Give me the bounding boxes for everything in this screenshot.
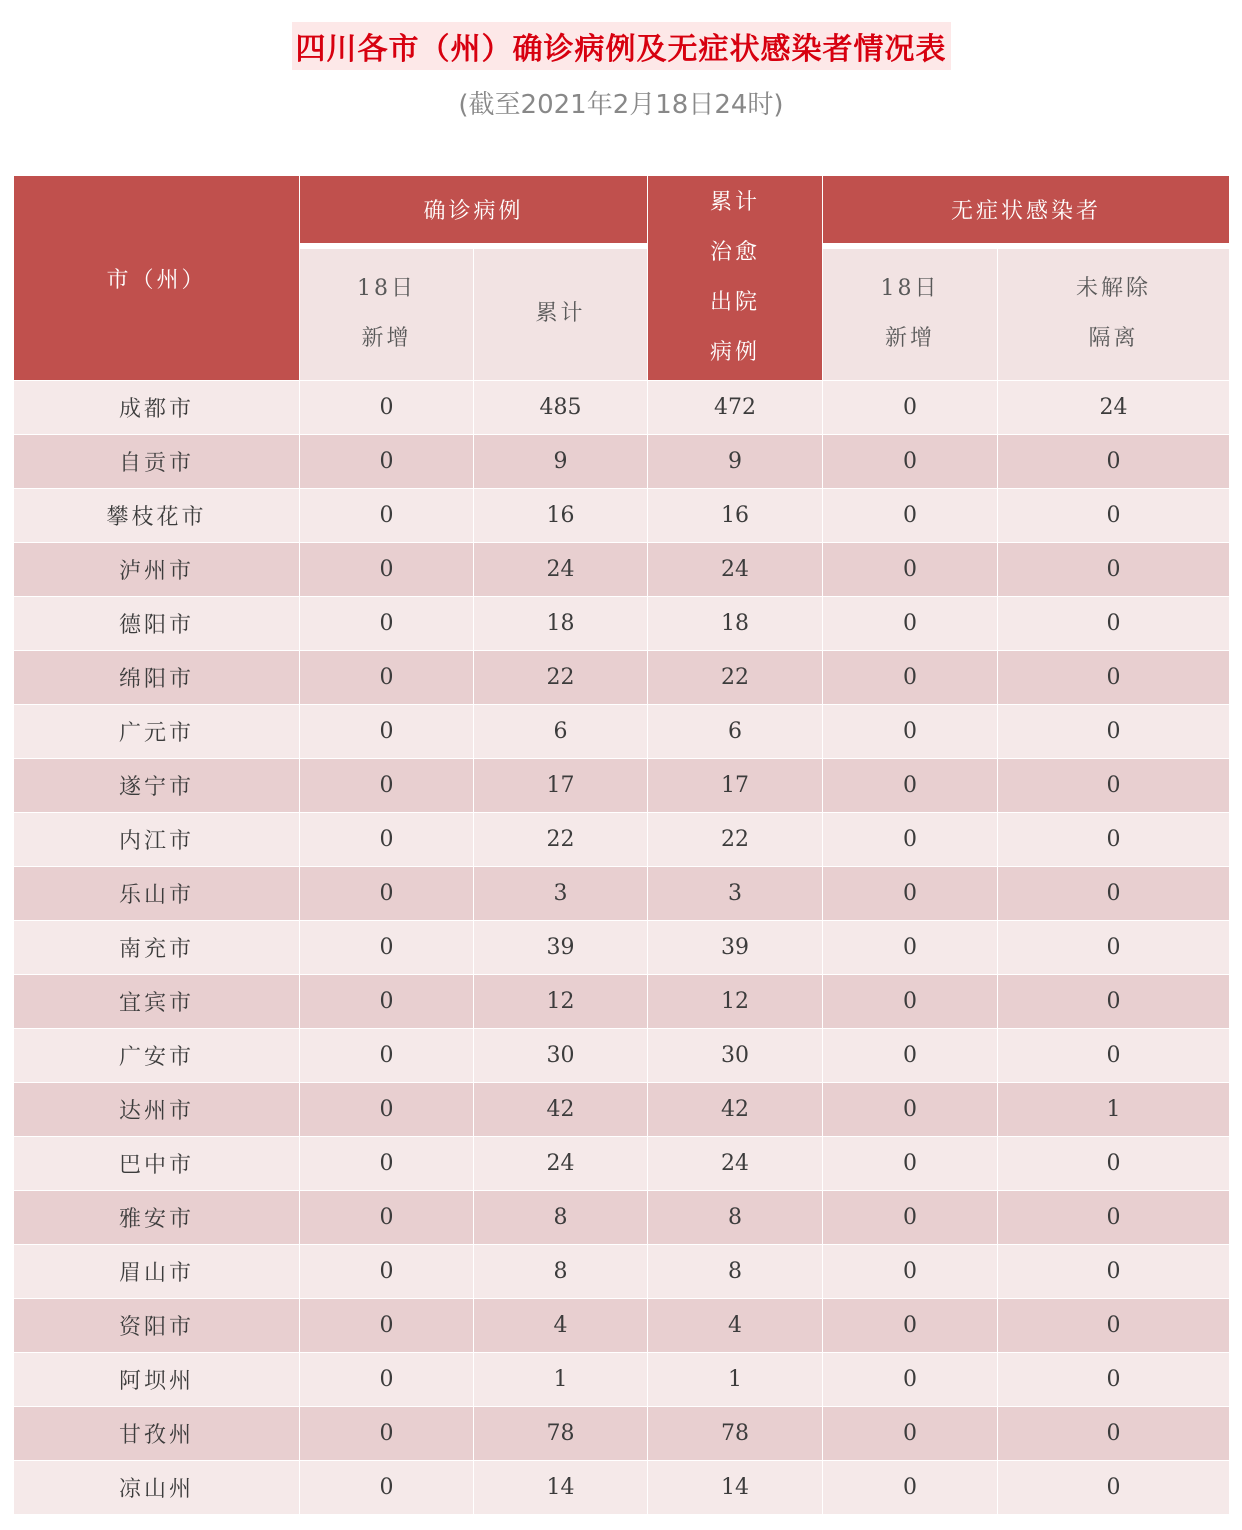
cell-confirmed-total: 78 [474,1407,648,1461]
table-row [14,975,1230,1029]
page-title [0,22,1242,70]
cell-city: 自贡市 [14,435,300,489]
cell-confirmed-total: 24 [474,1137,648,1191]
table-row [14,543,1230,597]
table-row [14,489,1230,543]
cell-recovered: 14 [648,1461,823,1515]
table-row [14,1137,1230,1191]
cell-asymptomatic-new: 0 [823,1407,998,1461]
cell-asymptomatic-new: 0 [823,381,998,435]
cell-asymptomatic-isolation: 0 [998,921,1230,975]
cell-confirmed-new: 0 [300,1191,474,1245]
cell-recovered: 22 [648,813,823,867]
table-row [14,813,1230,867]
cell-recovered: 3 [648,867,823,921]
header-recovered-line: 病例 [710,340,761,365]
header-recovered-line: 累计 [710,190,761,215]
cell-asymptomatic-new: 0 [823,1137,998,1191]
cell-confirmed-total: 4 [474,1299,648,1353]
header-recovered [648,176,823,381]
cell-city: 南充市 [14,921,300,975]
cell-confirmed-new: 0 [300,597,474,651]
cell-city: 眉山市 [14,1245,300,1299]
cell-confirmed-total: 18 [474,597,648,651]
cell-confirmed-new: 0 [300,651,474,705]
table-row [14,435,1230,489]
cell-asymptomatic-isolation: 0 [998,867,1230,921]
cell-recovered: 1 [648,1353,823,1407]
cell-recovered: 18 [648,597,823,651]
cell-city: 阿坝州 [14,1353,300,1407]
cell-confirmed-new: 0 [300,1245,474,1299]
cell-confirmed-total: 3 [474,867,648,921]
cell-asymptomatic-isolation: 0 [998,651,1230,705]
cell-asymptomatic-new: 0 [823,435,998,489]
cell-recovered: 9 [648,435,823,489]
cell-city: 攀枝花市 [14,489,300,543]
cell-recovered: 16 [648,489,823,543]
cell-asymptomatic-new: 0 [823,651,998,705]
table-row [14,1353,1230,1407]
header-asymptomatic-new [823,246,998,381]
cell-confirmed-new: 0 [300,435,474,489]
cell-city: 甘孜州 [14,1407,300,1461]
header-line: 新增 [885,326,936,352]
cell-confirmed-new: 0 [300,1461,474,1515]
cell-recovered: 472 [648,381,823,435]
cell-city: 泸州市 [14,543,300,597]
cell-asymptomatic-isolation: 0 [998,1137,1230,1191]
cell-confirmed-total: 24 [474,543,648,597]
cell-recovered: 39 [648,921,823,975]
header-confirmed-new [300,246,474,381]
table-row [14,1083,1230,1137]
header-line: 18日 [880,276,940,302]
cell-city: 乐山市 [14,867,300,921]
cell-asymptomatic-isolation: 0 [998,975,1230,1029]
table-row [14,705,1230,759]
cell-recovered: 42 [648,1083,823,1137]
cell-asymptomatic-new: 0 [823,1191,998,1245]
header-confirmed-total: 累计 [474,246,648,381]
cell-asymptomatic-isolation: 0 [998,597,1230,651]
cell-confirmed-total: 12 [474,975,648,1029]
cell-recovered: 30 [648,1029,823,1083]
cell-city: 成都市 [14,381,300,435]
page-subtitle: (截至2021年2月18日24时) [458,90,784,120]
cell-asymptomatic-isolation: 0 [998,543,1230,597]
cell-asymptomatic-isolation: 0 [998,1461,1230,1515]
table-row [14,1029,1230,1083]
cell-asymptomatic-new: 0 [823,1461,998,1515]
cell-city: 宜宾市 [14,975,300,1029]
header-asymptomatic-isolation [998,246,1230,381]
cell-confirmed-new: 0 [300,489,474,543]
cell-confirmed-total: 39 [474,921,648,975]
cell-confirmed-new: 0 [300,759,474,813]
cell-confirmed-total: 42 [474,1083,648,1137]
cell-city: 遂宁市 [14,759,300,813]
cell-confirmed-total: 30 [474,1029,648,1083]
cell-confirmed-new: 0 [300,381,474,435]
cell-asymptomatic-new: 0 [823,921,998,975]
cell-confirmed-new: 0 [300,1029,474,1083]
cell-confirmed-new: 0 [300,1137,474,1191]
cell-asymptomatic-new: 0 [823,1245,998,1299]
header-line: 新增 [361,326,412,352]
header-asymptomatic-group: 无症状感染者 [823,176,1230,246]
cell-confirmed-total: 14 [474,1461,648,1515]
cell-confirmed-total: 1 [474,1353,648,1407]
page-title-text: 四川各市（州）确诊病例及无症状感染者情况表 [292,22,951,70]
table-row [14,1461,1230,1515]
table-row [14,921,1230,975]
cell-asymptomatic-new: 0 [823,867,998,921]
cell-asymptomatic-isolation: 0 [998,1029,1230,1083]
cell-asymptomatic-isolation: 0 [998,489,1230,543]
cell-recovered: 12 [648,975,823,1029]
table-body [14,381,1230,1515]
table-row [14,597,1230,651]
cell-confirmed-new: 0 [300,867,474,921]
cell-recovered: 17 [648,759,823,813]
table-row [14,1191,1230,1245]
cell-confirmed-new: 0 [300,543,474,597]
cell-city: 达州市 [14,1083,300,1137]
cell-asymptomatic-isolation: 0 [998,705,1230,759]
cell-confirmed-total: 8 [474,1191,648,1245]
cell-confirmed-total: 22 [474,813,648,867]
cell-asymptomatic-isolation: 1 [998,1083,1230,1137]
header-confirmed-group: 确诊病例 [300,176,648,246]
cell-confirmed-new: 0 [300,1083,474,1137]
cell-confirmed-total: 485 [474,381,648,435]
cell-asymptomatic-new: 0 [823,1353,998,1407]
cell-recovered: 24 [648,543,823,597]
cell-confirmed-new: 0 [300,1299,474,1353]
cell-confirmed-total: 8 [474,1245,648,1299]
cell-confirmed-total: 9 [474,435,648,489]
table-row [14,651,1230,705]
header-line: 18日 [357,276,416,302]
cell-asymptomatic-new: 0 [823,1029,998,1083]
cell-confirmed-new: 0 [300,921,474,975]
cell-asymptomatic-new: 0 [823,759,998,813]
table-row [14,1245,1230,1299]
table-header [14,176,1230,381]
cell-city: 绵阳市 [14,651,300,705]
cell-city: 广安市 [14,1029,300,1083]
header-line: 隔离 [1088,326,1139,352]
cell-recovered: 6 [648,705,823,759]
cell-confirmed-total: 22 [474,651,648,705]
cell-asymptomatic-new: 0 [823,543,998,597]
table-row [14,867,1230,921]
cell-recovered: 8 [648,1245,823,1299]
cell-city: 内江市 [14,813,300,867]
cell-asymptomatic-new: 0 [823,705,998,759]
header-city: 市（州） [14,176,300,381]
cell-confirmed-new: 0 [300,813,474,867]
cell-confirmed-new: 0 [300,705,474,759]
cell-city: 德阳市 [14,597,300,651]
header-recovered-line: 治愈 [710,240,761,265]
cell-confirmed-total: 16 [474,489,648,543]
table-row [14,381,1230,435]
cell-asymptomatic-isolation: 0 [998,813,1230,867]
cell-asymptomatic-new: 0 [823,597,998,651]
cell-recovered: 8 [648,1191,823,1245]
cell-recovered: 24 [648,1137,823,1191]
cases-table [13,175,1230,1515]
cell-asymptomatic-isolation: 0 [998,435,1230,489]
cell-confirmed-new: 0 [300,975,474,1029]
cell-asymptomatic-isolation: 0 [998,1407,1230,1461]
cell-city: 雅安市 [14,1191,300,1245]
cell-confirmed-total: 6 [474,705,648,759]
cell-asymptomatic-new: 0 [823,975,998,1029]
table-row [14,759,1230,813]
cell-asymptomatic-isolation: 0 [998,1299,1230,1353]
table-row [14,1299,1230,1353]
cell-confirmed-new: 0 [300,1407,474,1461]
cell-asymptomatic-isolation: 0 [998,1191,1230,1245]
cell-asymptomatic-isolation: 0 [998,759,1230,813]
cell-confirmed-new: 0 [300,1353,474,1407]
cell-asymptomatic-new: 0 [823,1299,998,1353]
cell-asymptomatic-new: 0 [823,489,998,543]
cell-asymptomatic-new: 0 [823,1083,998,1137]
table-row [14,1407,1230,1461]
cell-city: 广元市 [14,705,300,759]
cell-city: 巴中市 [14,1137,300,1191]
header-line: 未解除 [1076,276,1152,302]
cell-city: 资阳市 [14,1299,300,1353]
cell-asymptomatic-isolation: 0 [998,1353,1230,1407]
cell-recovered: 78 [648,1407,823,1461]
cell-asymptomatic-isolation: 24 [998,381,1230,435]
cell-recovered: 22 [648,651,823,705]
header-recovered-line: 出院 [710,290,761,315]
cell-confirmed-total: 17 [474,759,648,813]
cell-city: 凉山州 [14,1461,300,1515]
cell-recovered: 4 [648,1299,823,1353]
cell-asymptomatic-new: 0 [823,813,998,867]
cell-asymptomatic-isolation: 0 [998,1245,1230,1299]
